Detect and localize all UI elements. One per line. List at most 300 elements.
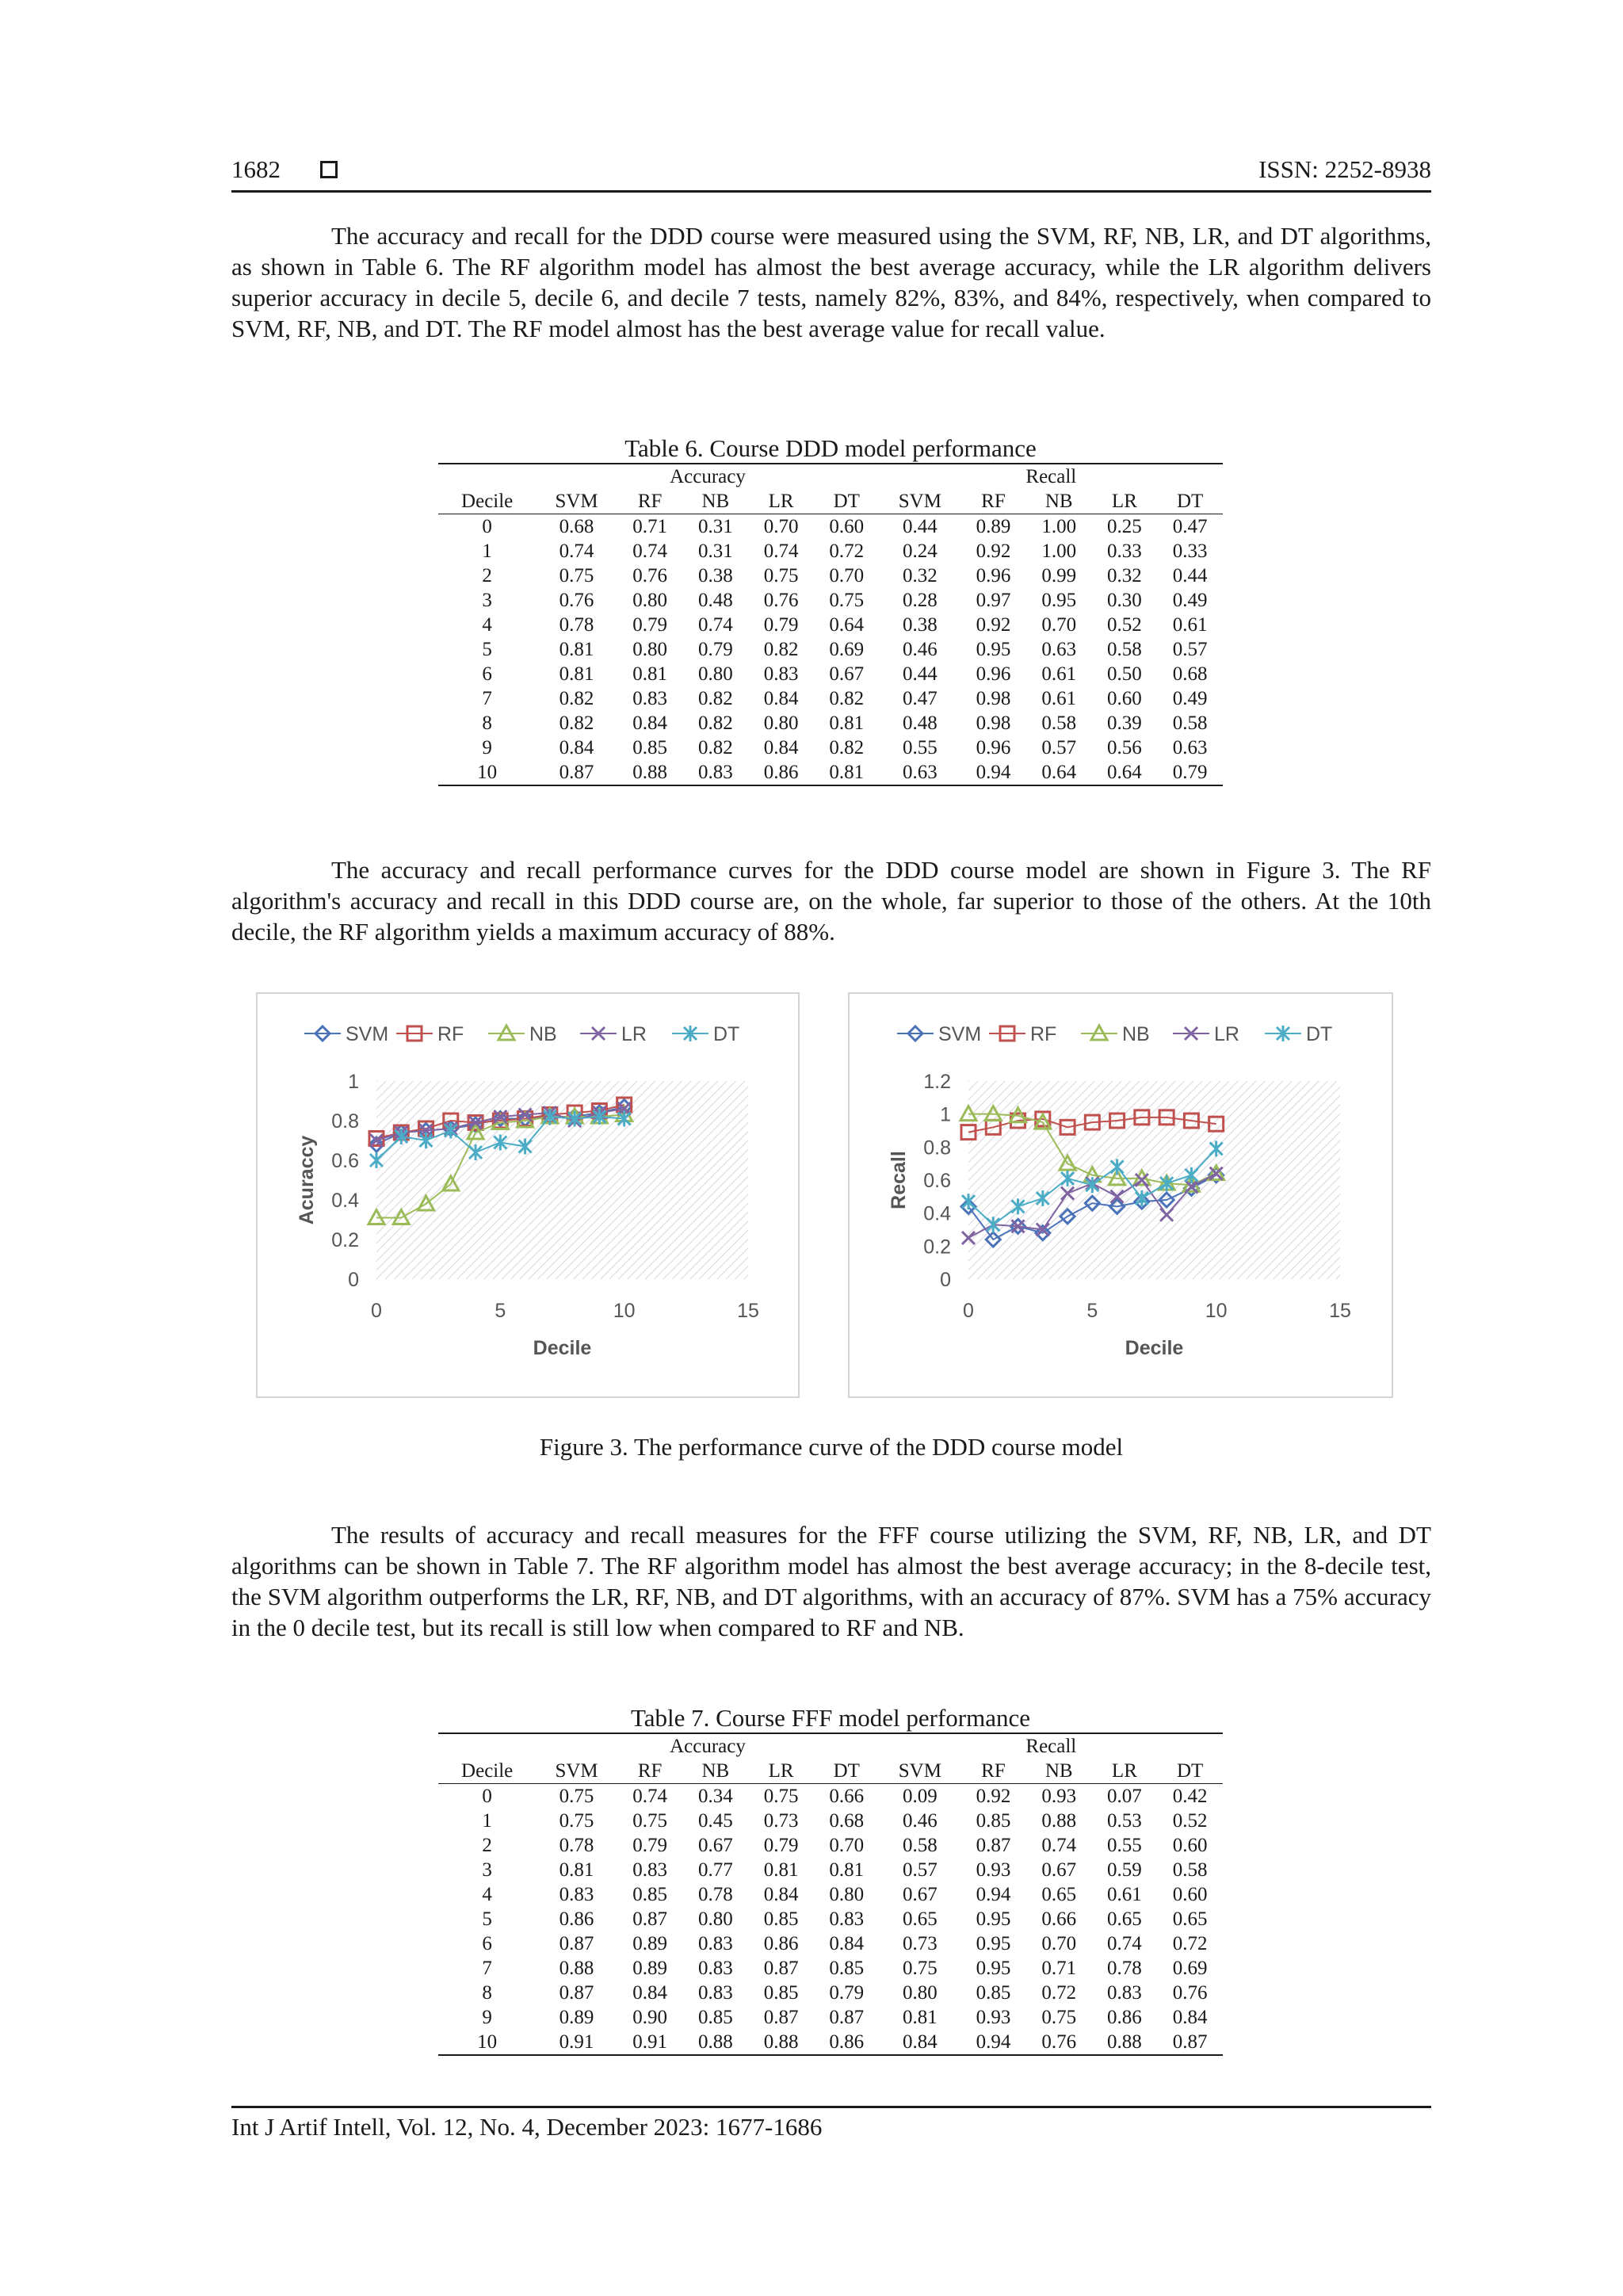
legend-label: LR [1214, 1023, 1239, 1045]
table-cell: 0.44 [903, 663, 938, 685]
table-cell: 0.75 [559, 1786, 594, 1807]
table-cell: 1 [482, 1810, 492, 1832]
table-cell: 0.81 [559, 1859, 594, 1881]
table-cell: 0.81 [763, 1859, 799, 1881]
table-cell: 0.95 [976, 1958, 1011, 1979]
table-row [438, 539, 1223, 563]
table-cell: 0.65 [1172, 1908, 1208, 1930]
table-cell: 0.83 [763, 663, 799, 685]
footer-citation: Int J Artif Intell, Vol. 12, No. 4, December 2023: 1677-1686 [231, 2113, 823, 2141]
y-tick-label: 0 [348, 1269, 359, 1291]
table-cell: 0.75 [559, 565, 594, 586]
table-cell: 0.81 [559, 639, 594, 660]
table-cell: 0.94 [960, 760, 1026, 785]
table-cell: 0.30 [1107, 590, 1142, 611]
table-cell: 0.78 [559, 1835, 594, 1856]
x-tick-label: 5 [1086, 1300, 1098, 1322]
table-cell: 0.75 [632, 1810, 668, 1832]
table-cell: 0.80 [763, 712, 799, 734]
table-cell: 0.87 [632, 1908, 668, 1930]
figure-3-caption: Figure 3. The performance curve of the DDD course model [539, 1433, 1124, 1461]
table-cell: 0.25 [1107, 516, 1142, 537]
legend [897, 1023, 1332, 1045]
table-cell: 0.96 [976, 565, 1011, 586]
table-cell: 0.87 [763, 1958, 799, 1979]
table-cell: 0.63 [1041, 639, 1077, 660]
table-cell: 0.82 [829, 688, 865, 709]
plot-area [376, 1081, 748, 1279]
table-cell: 0.58 [903, 1835, 938, 1856]
table-row [438, 1784, 1223, 1809]
table-cell: 0.86 [748, 760, 814, 785]
table-cell: 0.89 [559, 2007, 594, 2028]
table-7-group-accuracy: Accuracy [670, 1736, 746, 1757]
column-header: NB [1026, 1759, 1092, 1784]
table-cell: 0.32 [1107, 565, 1142, 586]
table-cell: 0.70 [829, 565, 865, 586]
table-cell: 4 [482, 1884, 492, 1905]
table-cell: 0.69 [1172, 1958, 1208, 1979]
legend-item [672, 1023, 739, 1045]
table-cell: 0.75 [763, 565, 799, 586]
table-cell: 0.76 [1026, 2030, 1092, 2055]
table-row [438, 662, 1223, 686]
table-6-group-row [438, 464, 1223, 489]
column-header: NB [683, 489, 749, 514]
table-cell: 7 [482, 1958, 492, 1979]
table-cell: 0.84 [632, 1982, 668, 2004]
table-cell: 0.91 [617, 2030, 683, 2055]
legend-item [580, 1023, 647, 1045]
table-cell: 0.60 [829, 516, 865, 537]
table-row [438, 2030, 1223, 2055]
table-cell: 0.33 [1107, 541, 1142, 562]
table-cell: 0.46 [903, 1810, 938, 1832]
table-cell: 0.57 [1041, 737, 1077, 758]
table-cell: 0.79 [632, 1835, 668, 1856]
table-cell: 0.67 [829, 663, 865, 685]
table-cell: 0.64 [1092, 760, 1158, 785]
table-cell: 0.31 [697, 516, 733, 537]
y-tick-label: 0.8 [923, 1137, 951, 1159]
column-header: SVM [880, 1759, 960, 1784]
table-cell: 0.68 [559, 516, 594, 537]
table-cell: 0.84 [559, 737, 594, 758]
table-cell: 0.95 [976, 1933, 1011, 1954]
table-6-group-accuracy: Accuracy [670, 466, 746, 487]
table-cell: 0.79 [632, 614, 668, 636]
table-cell: 0.95 [1041, 590, 1077, 611]
table-cell: 0.80 [632, 590, 668, 611]
table-cell: 0.66 [1041, 1908, 1077, 1930]
table-cell: 0.81 [829, 1859, 865, 1881]
column-header: NB [1026, 489, 1092, 514]
y-tick-label: 1 [940, 1103, 951, 1126]
table-cell: 0.49 [1172, 590, 1208, 611]
table-row [438, 637, 1223, 662]
column-header: LR [1092, 1759, 1158, 1784]
table-cell: 0.75 [763, 1786, 799, 1807]
x-axis-label: Decile [533, 1337, 592, 1359]
legend-label: RF [437, 1023, 464, 1045]
table-row [438, 2005, 1223, 2030]
legend-item [1265, 1023, 1332, 1045]
table-cell: 0.47 [903, 688, 938, 709]
table-row [438, 1981, 1223, 2005]
legend-label: RF [1030, 1023, 1057, 1045]
table-cell: 0.87 [1157, 2030, 1223, 2055]
table-cell: 0.85 [829, 1958, 865, 1979]
table-cell: 0.68 [829, 1810, 865, 1832]
column-header: Decile [438, 1759, 536, 1784]
table-cell: 0.88 [683, 2030, 749, 2055]
table-cell: 0.78 [559, 614, 594, 636]
table-cell: 0.83 [632, 1859, 668, 1881]
table-cell: 0.93 [976, 1859, 1011, 1881]
table-row [438, 735, 1223, 760]
table-cell: 0.80 [697, 1908, 733, 1930]
table-cell: 0.89 [976, 516, 1011, 537]
y-axis-label: Acuraccy [296, 1135, 318, 1225]
table-cell: 0.85 [763, 1908, 799, 1930]
table-cell: 0.58 [1172, 712, 1208, 734]
legend-item [1173, 1023, 1239, 1045]
table-cell: 0.48 [697, 590, 733, 611]
table-cell: 0.96 [976, 737, 1011, 758]
column-header: SVM [536, 489, 617, 514]
table-cell: 0.70 [1041, 614, 1077, 636]
table-cell: 0.95 [976, 639, 1011, 660]
table-cell: 0.61 [1041, 688, 1077, 709]
table-cell: 0.60 [1172, 1835, 1208, 1856]
table-cell: 0.55 [903, 737, 938, 758]
table-cell: 0.74 [1041, 1835, 1077, 1856]
table-cell: 0.58 [1041, 712, 1077, 734]
table-cell: 0.34 [697, 1786, 733, 1807]
table-cell: 0.75 [1041, 2007, 1077, 2028]
legend-label: SVM [938, 1023, 982, 1045]
column-header: DT [1157, 489, 1223, 514]
table-cell: 0.82 [559, 712, 594, 734]
table-cell: 5 [482, 639, 492, 660]
table-cell: 0.92 [976, 614, 1011, 636]
table-cell: 0.85 [976, 1982, 1011, 2004]
table-cell: 0.80 [829, 1884, 865, 1905]
table-cell: 0.98 [976, 712, 1011, 734]
table-cell: 6 [482, 663, 492, 685]
table-7 [438, 1704, 1223, 2056]
table-cell: 0.80 [632, 639, 668, 660]
table-cell: 0.39 [1107, 712, 1142, 734]
legend-item [1081, 1023, 1150, 1045]
table-cell: 0.52 [1172, 1810, 1208, 1832]
table-cell: 0.88 [1092, 2030, 1158, 2055]
table-cell: 0.87 [559, 1982, 594, 2004]
table-cell: 0.58 [1107, 639, 1142, 660]
table-cell: 0.85 [976, 1810, 1011, 1832]
table-cell: 0.87 [559, 1933, 594, 1954]
table-cell: 0.80 [697, 663, 733, 685]
table-cell: 0.81 [829, 712, 865, 734]
table-cell: 0.63 [1172, 737, 1208, 758]
table-cell: 0.83 [697, 1958, 733, 1979]
table-cell: 0.69 [829, 639, 865, 660]
table-cell: 0.82 [697, 688, 733, 709]
table-cell: 0.93 [1041, 1786, 1077, 1807]
table-cell: 0.84 [632, 712, 668, 734]
column-header: DT [814, 489, 880, 514]
legend-item [304, 1023, 388, 1045]
table-cell: 0.81 [559, 663, 594, 685]
accuracy-chart-svg [258, 994, 798, 1396]
table-cell: 0.46 [903, 639, 938, 660]
column-header: Decile [438, 489, 536, 514]
column-header: SVM [536, 1759, 617, 1784]
table-cell: 0.82 [559, 688, 594, 709]
table-cell: 8 [482, 712, 492, 734]
table-cell: 0.74 [559, 541, 594, 562]
page-number: 1682 [231, 155, 281, 183]
table-7-group-recall: Recall [1025, 1736, 1077, 1757]
table-cell: 2 [482, 1835, 492, 1856]
table-cell: 0.87 [829, 2007, 865, 2028]
table-cell: 0.24 [903, 541, 938, 562]
table-cell: 0.73 [763, 1810, 799, 1832]
table-cell: 0.79 [829, 1982, 865, 2004]
table-cell: 0.76 [632, 565, 668, 586]
table-cell: 0.88 [1041, 1810, 1077, 1832]
table-header-row [438, 489, 1223, 514]
table-cell: 2 [482, 565, 492, 586]
table-cell: 0.87 [763, 2007, 799, 2028]
table-cell: 0.83 [697, 1933, 733, 1954]
table-cell: 0.84 [763, 1884, 799, 1905]
table-cell: 0.71 [632, 516, 668, 537]
table-cell: 0.98 [976, 688, 1011, 709]
table-cell: 0.82 [763, 639, 799, 660]
table-cell: 0.74 [632, 1786, 668, 1807]
table-row [438, 563, 1223, 588]
table-cell: 0.67 [697, 1835, 733, 1856]
table-cell: 0.57 [1172, 639, 1208, 660]
table-cell: 0.86 [763, 1933, 799, 1954]
y-tick-label: 0.6 [923, 1170, 951, 1192]
table-row [438, 1907, 1223, 1931]
legend-label: LR [621, 1023, 647, 1045]
table-cell: 5 [482, 1908, 492, 1930]
table-cell: 0.83 [697, 1982, 733, 2004]
table-cell: 0.75 [559, 1810, 594, 1832]
legend-label: SVM [346, 1023, 389, 1045]
x-axis-label: Decile [1125, 1337, 1184, 1359]
table-cell: 9 [482, 2007, 492, 2028]
table-cell: 0.76 [559, 590, 594, 611]
x-tick-label: 0 [371, 1300, 382, 1322]
table-cell: 0.84 [1172, 2007, 1208, 2028]
table-cell: 0.95 [976, 1908, 1011, 1930]
table-cell: 0.87 [536, 760, 617, 785]
plot-area [968, 1081, 1340, 1279]
table-cell: 6 [482, 1933, 492, 1954]
legend-label: DT [713, 1023, 740, 1045]
table-cell: 0.73 [903, 1933, 938, 1954]
table-cell: 7 [482, 688, 492, 709]
table-6-grid [438, 464, 1223, 786]
table-cell: 0.42 [1172, 1786, 1208, 1807]
table-cell: 0 [482, 516, 492, 537]
y-tick-label: 0 [940, 1269, 951, 1291]
table-cell: 9 [482, 737, 492, 758]
table-cell: 0.71 [1041, 1958, 1077, 1979]
table-cell: 0.58 [1172, 1859, 1208, 1881]
column-header: LR [1092, 489, 1158, 514]
table-cell: 0.31 [697, 541, 733, 562]
table-cell: 0.28 [903, 590, 938, 611]
table-cell: 0.60 [1107, 688, 1142, 709]
table-cell: 0.33 [1172, 541, 1208, 562]
table-cell: 0.48 [903, 712, 938, 734]
table-cell: 0.76 [1172, 1982, 1208, 2004]
table-cell: 3 [482, 1859, 492, 1881]
table-cell: 0.84 [880, 2030, 960, 2055]
table-cell: 0.65 [1041, 1884, 1077, 1905]
table-cell: 0.64 [829, 614, 865, 636]
recall-chart-svg [850, 994, 1392, 1396]
column-header: RF [960, 489, 1026, 514]
table-7-grid [438, 1734, 1223, 2056]
table-row [438, 1882, 1223, 1907]
y-tick-label: 0.2 [923, 1236, 951, 1259]
legend-item [897, 1023, 981, 1045]
table-cell: 0.65 [1107, 1908, 1142, 1930]
legend [304, 1023, 739, 1045]
table-7-group-row [438, 1734, 1223, 1759]
table-cell: 0.60 [1172, 1884, 1208, 1905]
table-row [438, 711, 1223, 735]
table-header-row [438, 1759, 1223, 1784]
header-rule [231, 190, 1431, 193]
column-header: RF [960, 1759, 1026, 1784]
paragraph-3: The results of accuracy and recall measures for the FFF course utilizing the SVM, RF, NB, LR, and DT algorithms can be shown in Table 7. The RF algorithm model has almost the best average accuracy; in the 8-decile test, the SVM algorithm outperforms the LR, RF, NB, and DT algorithms, with an accuracy of 87%. SVM has a 75% accuracy in the 0 decile test, but its recall is still low when compared to RF and NB. [231, 1521, 1431, 1641]
table-cell: 0.83 [683, 760, 749, 785]
table-cell: 0.61 [1172, 614, 1208, 636]
table-cell: 0.76 [763, 590, 799, 611]
table-row [438, 613, 1223, 637]
table-cell: 0.78 [697, 1884, 733, 1905]
table-cell: 0.87 [976, 1835, 1011, 1856]
table-row [438, 1858, 1223, 1882]
footer-rule [231, 2106, 1431, 2108]
table-cell: 0.72 [1041, 1982, 1077, 2004]
table-cell: 0.38 [903, 614, 938, 636]
table-cell: 0.75 [903, 1958, 938, 1979]
table-cell: 0.88 [617, 760, 683, 785]
table-cell: 0.85 [632, 1884, 668, 1905]
table-cell: 0.32 [903, 565, 938, 586]
table-cell: 0.85 [697, 2007, 733, 2028]
table-cell: 0.81 [814, 760, 880, 785]
x-tick-label: 10 [1205, 1300, 1228, 1322]
legend-item [989, 1023, 1056, 1045]
table-cell: 0.68 [1172, 663, 1208, 685]
accuracy-chart [256, 992, 800, 1398]
table-cell: 10 [438, 760, 536, 785]
table-cell: 0.67 [1041, 1859, 1077, 1881]
table-cell: 0 [482, 1786, 492, 1807]
table-cell: 0.91 [536, 2030, 617, 2055]
table-cell: 0.94 [976, 1884, 1011, 1905]
table-cell: 1.00 [1041, 516, 1077, 537]
table-cell: 0.72 [1172, 1933, 1208, 1954]
table-row [438, 1931, 1223, 1956]
table-cell: 0.92 [976, 1786, 1011, 1807]
table-cell: 0.74 [763, 541, 799, 562]
table-cell: 10 [438, 2030, 536, 2055]
table-cell: 0.75 [829, 590, 865, 611]
table-cell: 0.82 [829, 737, 865, 758]
table-6-group-recall: Recall [1025, 466, 1077, 487]
table-cell: 0.94 [960, 2030, 1026, 2055]
table-cell: 0.89 [632, 1958, 668, 1979]
y-tick-label: 1.2 [923, 1071, 951, 1093]
table-cell: 0.09 [903, 1786, 938, 1807]
table-row [438, 514, 1223, 540]
table-cell: 0.47 [1172, 516, 1208, 537]
table-row [438, 1833, 1223, 1858]
y-tick-label: 0.4 [331, 1190, 359, 1212]
column-header: DT [1157, 1759, 1223, 1784]
table-cell: 0.74 [1107, 1933, 1142, 1954]
square-icon [320, 161, 338, 178]
table-cell: 0.84 [829, 1933, 865, 1954]
x-tick-label: 0 [963, 1300, 974, 1322]
column-header: LR [748, 1759, 814, 1784]
table-cell: 0.61 [1107, 1884, 1142, 1905]
table-cell: 0.83 [559, 1884, 594, 1905]
table-cell: 0.50 [1107, 663, 1142, 685]
table-cell: 0.84 [763, 688, 799, 709]
legend-label: NB [1122, 1023, 1150, 1045]
table-cell: 0.44 [903, 516, 938, 537]
table-cell: 0.96 [976, 663, 1011, 685]
table-cell: 0.77 [697, 1859, 733, 1881]
table-cell: 0.86 [814, 2030, 880, 2055]
table-row [438, 760, 1223, 785]
table-cell: 0.84 [763, 737, 799, 758]
table-cell: 0.83 [632, 688, 668, 709]
table-cell: 0.79 [763, 614, 799, 636]
table-cell: 0.63 [880, 760, 960, 785]
table-cell: 0.97 [976, 590, 1011, 611]
column-header: NB [683, 1759, 749, 1784]
table-cell: 1.00 [1041, 541, 1077, 562]
table-cell: 0.59 [1107, 1859, 1142, 1881]
table-cell: 0.38 [697, 565, 733, 586]
column-header: LR [748, 489, 814, 514]
table-6 [438, 434, 1223, 786]
table-cell: 0.88 [748, 2030, 814, 2055]
y-axis-label: Recall [888, 1151, 910, 1209]
table-cell: 0.66 [829, 1786, 865, 1807]
table-cell: 0.81 [903, 2007, 938, 2028]
y-tick-label: 0.4 [923, 1202, 951, 1225]
table-cell: 0.49 [1172, 688, 1208, 709]
table-cell: 0.65 [903, 1908, 938, 1930]
table-row [438, 1809, 1223, 1833]
column-header: SVM [880, 489, 960, 514]
legend-label: DT [1306, 1023, 1333, 1045]
y-tick-label: 0.2 [331, 1229, 359, 1251]
